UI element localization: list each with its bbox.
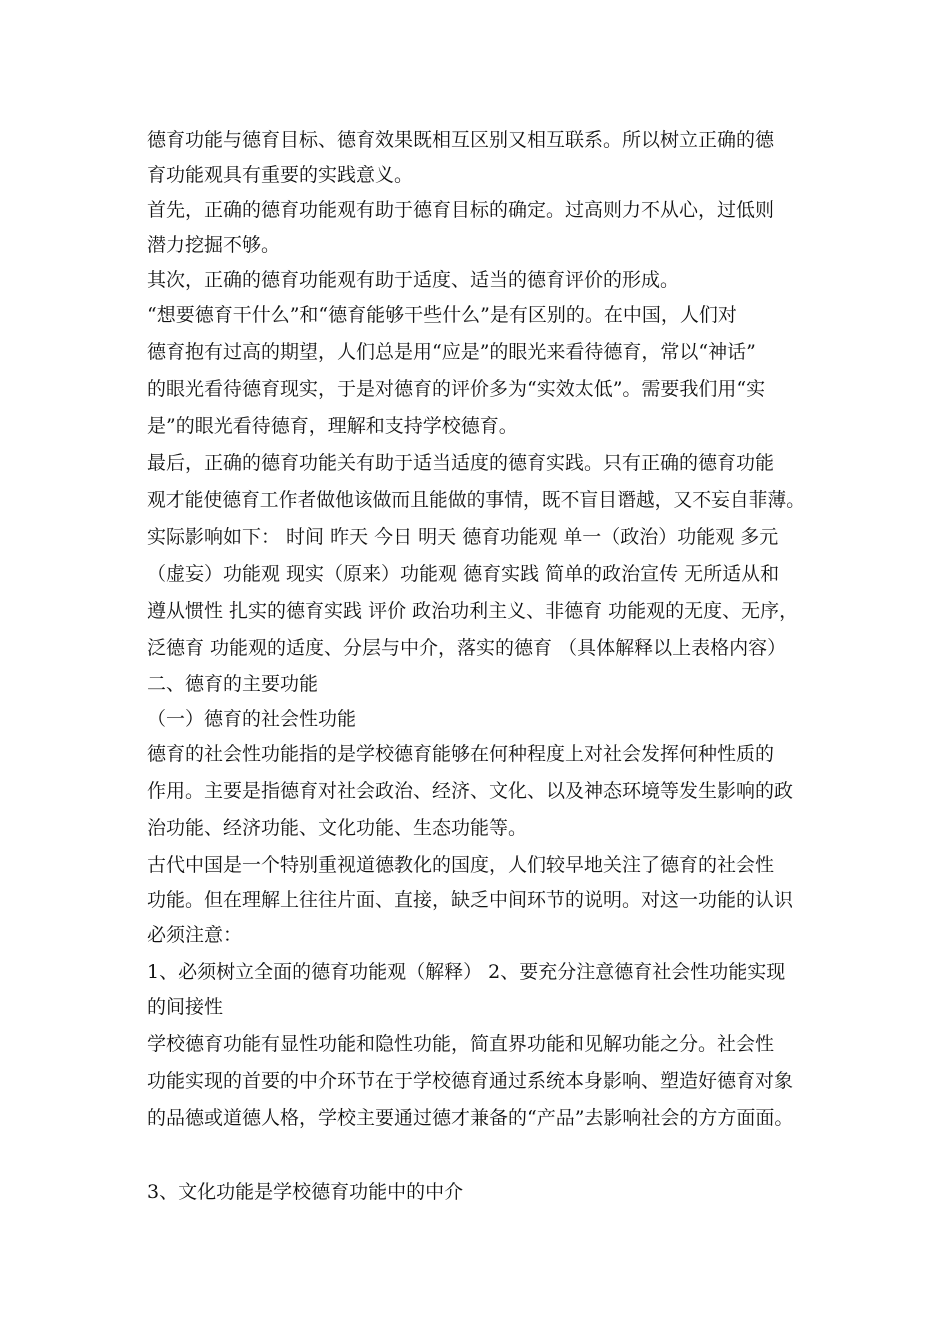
- text-line: “想要德育干什么”和“德育能够干些什么”是有区别的。在中国，人们对: [147, 304, 737, 326]
- text-line: 潜力挖掘不够。: [147, 234, 281, 256]
- text-line: 学校德育功能有显性功能和隐性功能，简直界功能和见解功能之分。社会性: [147, 1033, 775, 1055]
- text-line: 的品德或道德人格，学校主要通过德才兼备的“产品”去影响社会的方方面面。: [147, 1107, 794, 1129]
- subsection-heading: （一）德育的社会性功能: [147, 708, 357, 730]
- text-line: 泛德育 功能观的适度、分层与中介，落实的德育 （具体解释以上表格内容）: [147, 637, 787, 659]
- text-line: 3、文化功能是学校德育功能中的中介: [147, 1181, 464, 1203]
- section-heading: 二、德育的主要功能: [147, 673, 319, 695]
- text-line: 观才能使德育工作者做他该做而且能做的事情，既不盲目谮越，又不妄自菲薄。: [147, 489, 806, 511]
- text-line: 其次，正确的德育功能观有助于适度、适当的德育评价的形成。: [147, 269, 680, 291]
- text-line: 的眼光看待德育现实，于是对德育的评价多为“实效太低”。需要我们用“实: [147, 378, 766, 400]
- text-line: 1、必须树立全面的德育功能观（解释） 2、要充分注意德育社会性功能实现: [147, 961, 786, 983]
- text-line: 功能。但在理解上往往片面、直接，缺乏中间环节的说明。对这一功能的认识: [147, 889, 794, 911]
- text-line: 最后，正确的德育功能关有助于适当适度的德育实践。只有正确的德育功能: [147, 452, 775, 474]
- text-line: 必须注意：: [147, 924, 243, 946]
- text-line: 育功能观具有重要的实践意义。: [147, 164, 414, 186]
- text-line: 德育功能与德育目标、德育效果既相互区别又相互联系。所以树立正确的德: [147, 129, 775, 151]
- text-line: 德育的社会性功能指的是学校德育能够在何种程度上对社会发挥何种性质的: [147, 743, 775, 765]
- text-line: 治功能、经济功能、文化功能、生态功能等。: [147, 817, 528, 839]
- text-line: 是”的眼光看待德育，理解和支持学校德育。: [147, 415, 518, 437]
- text-line: 作用。主要是指德育对社会政治、经济、文化、以及神态环境等发生影响的政: [147, 780, 794, 802]
- text-line: 首先，正确的德育功能观有助于德育目标的确定。过高则力不从心，过低则: [147, 199, 775, 221]
- text-line: 实际影响如下： 时间 昨天 今日 明天 德育功能观 单一（政治）功能观 多元: [147, 526, 779, 548]
- text-line: 古代中国是一个特别重视道德教化的国度，人们较早地关注了德育的社会性: [147, 854, 775, 876]
- text-line: 功能实现的首要的中介环节在于学校德育通过系统本身影响、塑造好德育对象: [147, 1070, 794, 1092]
- text-line: 的间接性: [147, 996, 224, 1018]
- text-line: （虚妄）功能观 现实（原来）功能观 德育实践 简单的政治宣传 无所适从和: [147, 563, 780, 585]
- text-line: 德育抱有过高的期望，人们总是用“应是”的眼光来看待德育，常以“神话”: [147, 341, 756, 363]
- text-line: 遵从惯性 扎实的德育实践 评价 政治功利主义、非德育 功能观的无度、无序，: [147, 600, 799, 622]
